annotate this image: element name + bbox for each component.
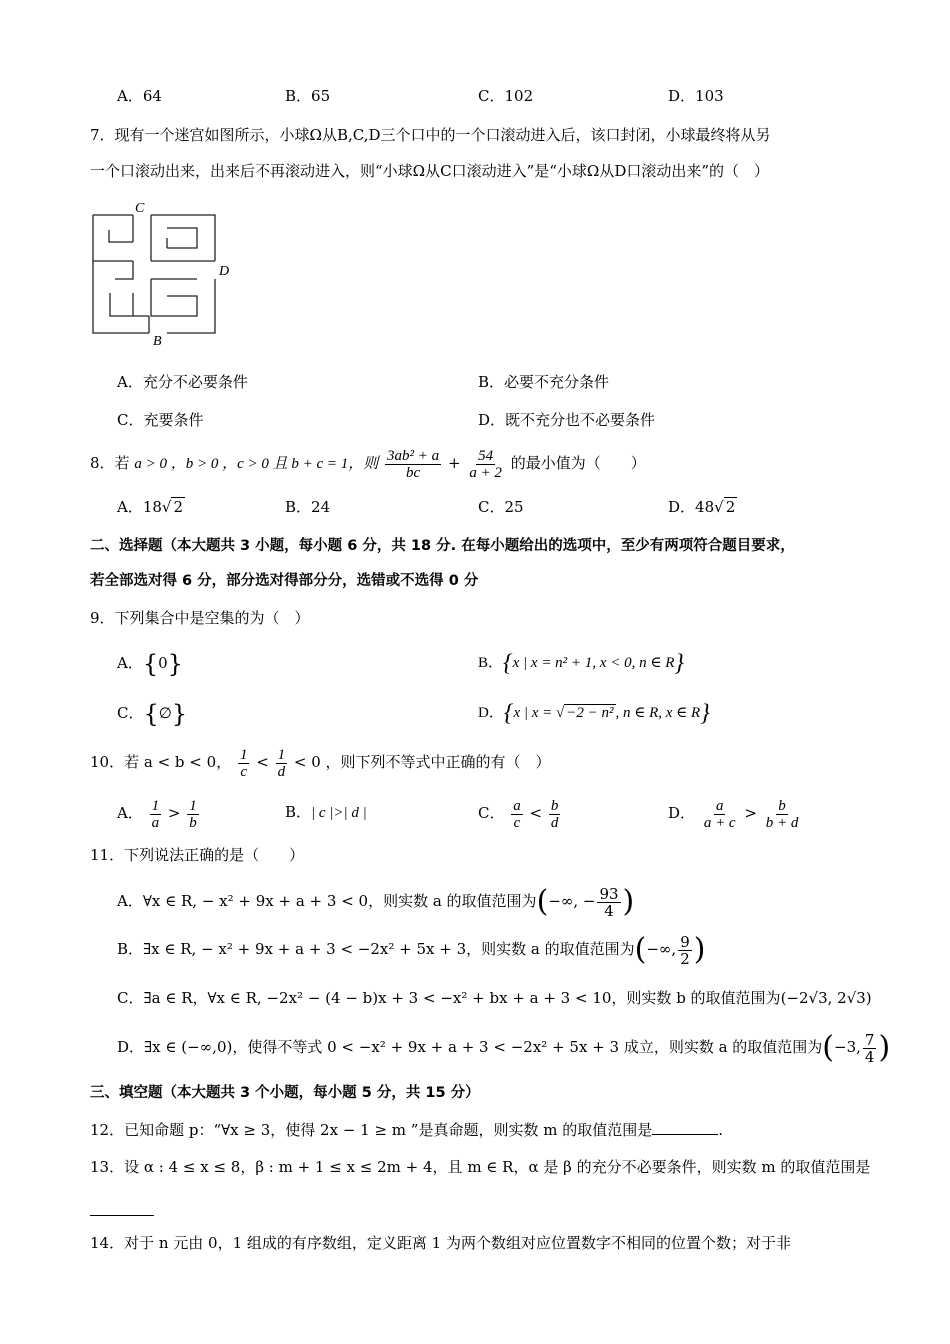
q6-option-a: A．64 — [117, 87, 162, 105]
operator: < — [529, 804, 543, 822]
q8-conditions: a > 0 ，b > 0 ，c > 0 且 b + c = 1，则 — [134, 456, 379, 472]
denominator: a + c — [703, 814, 736, 831]
section2-heading-line1: 二、选择题（本大题共 3 小题，每小题 6 分，共 18 分. 在每小题给出的选项中，至少有两项符合题目要求， — [90, 538, 795, 554]
numerator: b — [550, 797, 559, 814]
q11-b-range: −∞, — [646, 940, 677, 958]
q11-option-c — [117, 988, 872, 1008]
q8-frac1-denominator: bc — [406, 464, 421, 481]
q9-c-set: ∅ — [158, 704, 172, 722]
q8-option-b: B．24 — [285, 498, 331, 516]
q8-option-d-coef: D．48 — [668, 498, 715, 516]
q9-a-set: 0 — [158, 654, 168, 672]
right-brace: } — [700, 700, 710, 727]
denominator: c — [240, 763, 248, 780]
q11-c-range: (−2√3, 2√3) — [780, 989, 872, 1007]
q10-stem — [90, 745, 551, 780]
q8-stem — [90, 446, 646, 481]
fraction — [150, 798, 162, 831]
q9-c-label: C． — [117, 704, 144, 722]
q9-b-set: x | x = n² + 1, x < 0, n ∈ R — [512, 655, 675, 671]
q8-plus: + — [447, 454, 461, 472]
q8-option-a-radicand: 2 — [173, 498, 184, 516]
maze-label-d: D — [219, 264, 230, 279]
q12-stem — [90, 1120, 723, 1140]
denominator: b + d — [765, 814, 799, 831]
answer-blank[interactable] — [652, 1120, 718, 1135]
q7-option-a: A．充分不必要条件 — [117, 373, 248, 391]
left-brace: { — [143, 700, 159, 728]
fraction — [678, 934, 692, 967]
fraction — [702, 798, 738, 831]
denominator: d — [550, 814, 559, 831]
q11-option-d — [117, 1028, 890, 1067]
right-paren: ) — [693, 932, 706, 967]
sqrt-symbol: √ −2 − n² — [556, 705, 614, 721]
sqrt-symbol: √ 2 — [714, 498, 736, 516]
q14-stem: 14．对于 n 元由 0，1 组成的有序数组，定义距离 1 为两个数组对应位置数字不相同的位置个数；对于非 — [90, 1234, 791, 1252]
right-brace: } — [167, 650, 183, 678]
q10-a-label: A． — [117, 804, 143, 822]
fraction — [863, 1032, 877, 1065]
denominator: 2 — [680, 949, 690, 968]
maze-label-b: B — [153, 334, 162, 348]
q12-text: 12．已知命题 p：“∀x ≥ 3，使得 2x − 1 ≥ m ”是真命题，则实数 m 的取值范围是 — [90, 1121, 653, 1139]
q8-frac2-numerator: 54 — [478, 447, 494, 464]
denominator: d — [277, 763, 286, 780]
numerator: 1 — [189, 797, 197, 814]
maze-figure — [85, 198, 235, 348]
q7-stem-line2: 一个口滚动出来，出来后不再滚动进入，则“小球Ω从C口滚动进入”是“小球Ω从D口滚动出来”的（ ） — [90, 162, 770, 180]
q10-suffix: < 0 ，则下列不等式中正确的有（ ） — [293, 753, 551, 771]
denominator: 4 — [864, 1047, 875, 1066]
q9-option-b — [478, 650, 684, 677]
q8-frac1-numerator: 3ab² + a — [387, 447, 440, 464]
right-brace: } — [674, 650, 684, 677]
q9-stem: 9．下列集合中是空集的为（ ） — [90, 609, 310, 627]
fraction — [511, 798, 523, 831]
denominator: b — [189, 814, 197, 831]
numerator: 9 — [680, 932, 690, 951]
q10-option-b — [285, 802, 367, 823]
q11-a-text: A．∀x ∈ R, − x² + 9x + a + 3 < 0，则实数 a 的取值范围为 — [117, 892, 537, 910]
q10-b-label: B． — [285, 803, 312, 821]
q13-answer-blank[interactable] — [90, 1195, 154, 1216]
left-brace: { — [503, 650, 513, 677]
q11-a-range: −∞, − — [548, 892, 596, 910]
q10-prefix: 10．若 a < b < 0， — [90, 753, 232, 771]
fraction — [597, 886, 620, 919]
q10-frac-1d — [276, 747, 288, 780]
q9-option-a — [117, 650, 183, 677]
q7-stem-line1: 7．现有一个迷宫如图所示，小球Ω从B,C,D三个口中的一个口滚动进入后，该口封闭，小球最终将从另 — [90, 126, 771, 144]
q9-d-radicand: −2 − n² — [566, 705, 614, 721]
left-paren: ( — [536, 884, 549, 919]
q9-option-c — [117, 700, 187, 727]
q10-option-d — [668, 795, 802, 831]
right-paren: ) — [622, 884, 635, 919]
q10-less-than: < — [256, 753, 269, 771]
q8-frac2-denominator: a + 2 — [469, 464, 502, 481]
left-paren: ( — [822, 1030, 835, 1065]
numerator: a — [715, 797, 724, 814]
numerator: 1 — [239, 746, 248, 763]
q7-option-c: C．充要条件 — [117, 411, 204, 429]
numerator: 1 — [151, 797, 160, 814]
q9-b-label: B． — [478, 655, 504, 671]
left-brace: { — [142, 650, 159, 678]
q11-stem: 11．下列说法正确的是（ ） — [90, 846, 305, 864]
q10-option-c — [478, 795, 562, 831]
answer-blank[interactable] — [90, 1195, 154, 1216]
q11-c-text: C．∃a ∈ R，∀x ∈ R, −2x² − (4 − b)x + 3 < −x² + bx + a + 3 < 10，则实数 b 的取值范围为 — [117, 989, 781, 1007]
numerator: 93 — [599, 884, 619, 903]
q6-option-d: D．103 — [668, 87, 724, 105]
q11-b-text: B．∃x ∈ R, − x² + 9x + a + 3 < −2x² + 5x + 3，则实数 a 的取值范围为 — [117, 940, 635, 958]
q7-option-d: D．既不充分也不必要条件 — [478, 411, 656, 429]
numerator: a — [513, 797, 521, 814]
q6-option-b: B．65 — [285, 87, 331, 105]
fraction — [764, 798, 801, 831]
q12-period: . — [718, 1121, 724, 1139]
q8-fraction-2 — [467, 448, 504, 481]
q11-d-text: D．∃x ∈ (−∞,0)，使得不等式 0 < −x² + 9x + a + 3 < −2x² + 5x + 3 成立，则实数 a 的取值范围为 — [117, 1038, 823, 1056]
sqrt-symbol: √ 2 — [161, 498, 184, 516]
q8-prefix: 8．若 — [90, 454, 130, 472]
q9-d-pre: x | x = — [513, 705, 557, 721]
q8-option-d — [668, 497, 737, 517]
q8-option-a — [117, 497, 185, 517]
right-brace: } — [171, 700, 188, 728]
q8-suffix: 的最小值为（ ） — [510, 454, 646, 472]
q10-option-a — [117, 795, 201, 831]
q8-option-c: C．25 — [478, 498, 524, 516]
q8-option-a-coef: A．18 — [117, 498, 162, 516]
operator: > — [744, 804, 757, 822]
numerator: 1 — [277, 746, 286, 763]
q10-b-expr: | c |>| d | — [311, 805, 367, 821]
denominator: 4 — [604, 901, 614, 920]
q9-option-d — [478, 700, 710, 727]
operator: > — [167, 804, 181, 822]
fraction — [187, 798, 199, 831]
section3-heading: 三、填空题（本大题共 3 个小题，每小题 5 分，共 15 分） — [90, 1085, 480, 1101]
q9-a-label: A． — [117, 654, 143, 672]
left-paren: ( — [634, 932, 647, 967]
right-paren: ) — [878, 1030, 891, 1065]
q11-option-a — [117, 882, 634, 921]
q10-frac-1c — [238, 747, 250, 780]
maze-label-c: C — [135, 201, 145, 216]
denominator: c — [513, 814, 521, 831]
denominator: a — [151, 814, 160, 831]
left-brace: { — [503, 700, 514, 727]
q9-d-post: , n ∈ R, x ∈ R — [615, 705, 701, 721]
q13-stem: 13．设 α : 4 ≤ x ≤ 8，β : m + 1 ≤ x ≤ 2m + 4，且 m ∈ R，α 是 β 的充分不必要条件，则实数 m 的取值范围是 — [90, 1158, 871, 1176]
q6-option-c: C．102 — [478, 87, 534, 105]
fraction — [549, 798, 561, 831]
q7-option-b: B．必要不充分条件 — [478, 373, 610, 391]
q10-d-label: D． — [668, 804, 696, 822]
numerator: b — [778, 797, 786, 814]
q11-option-b — [117, 930, 705, 969]
q8-fraction-1 — [385, 448, 441, 481]
q11-d-range: −3, — [834, 1038, 861, 1056]
section2-heading-line2: 若全部选对得 6 分，部分选对得部分分，选错或不选得 0 分 — [90, 573, 479, 589]
q9-d-label: D． — [478, 705, 504, 721]
q10-c-label: C． — [478, 804, 505, 822]
numerator: 7 — [864, 1030, 875, 1049]
q8-option-d-radicand: 2 — [725, 498, 736, 516]
